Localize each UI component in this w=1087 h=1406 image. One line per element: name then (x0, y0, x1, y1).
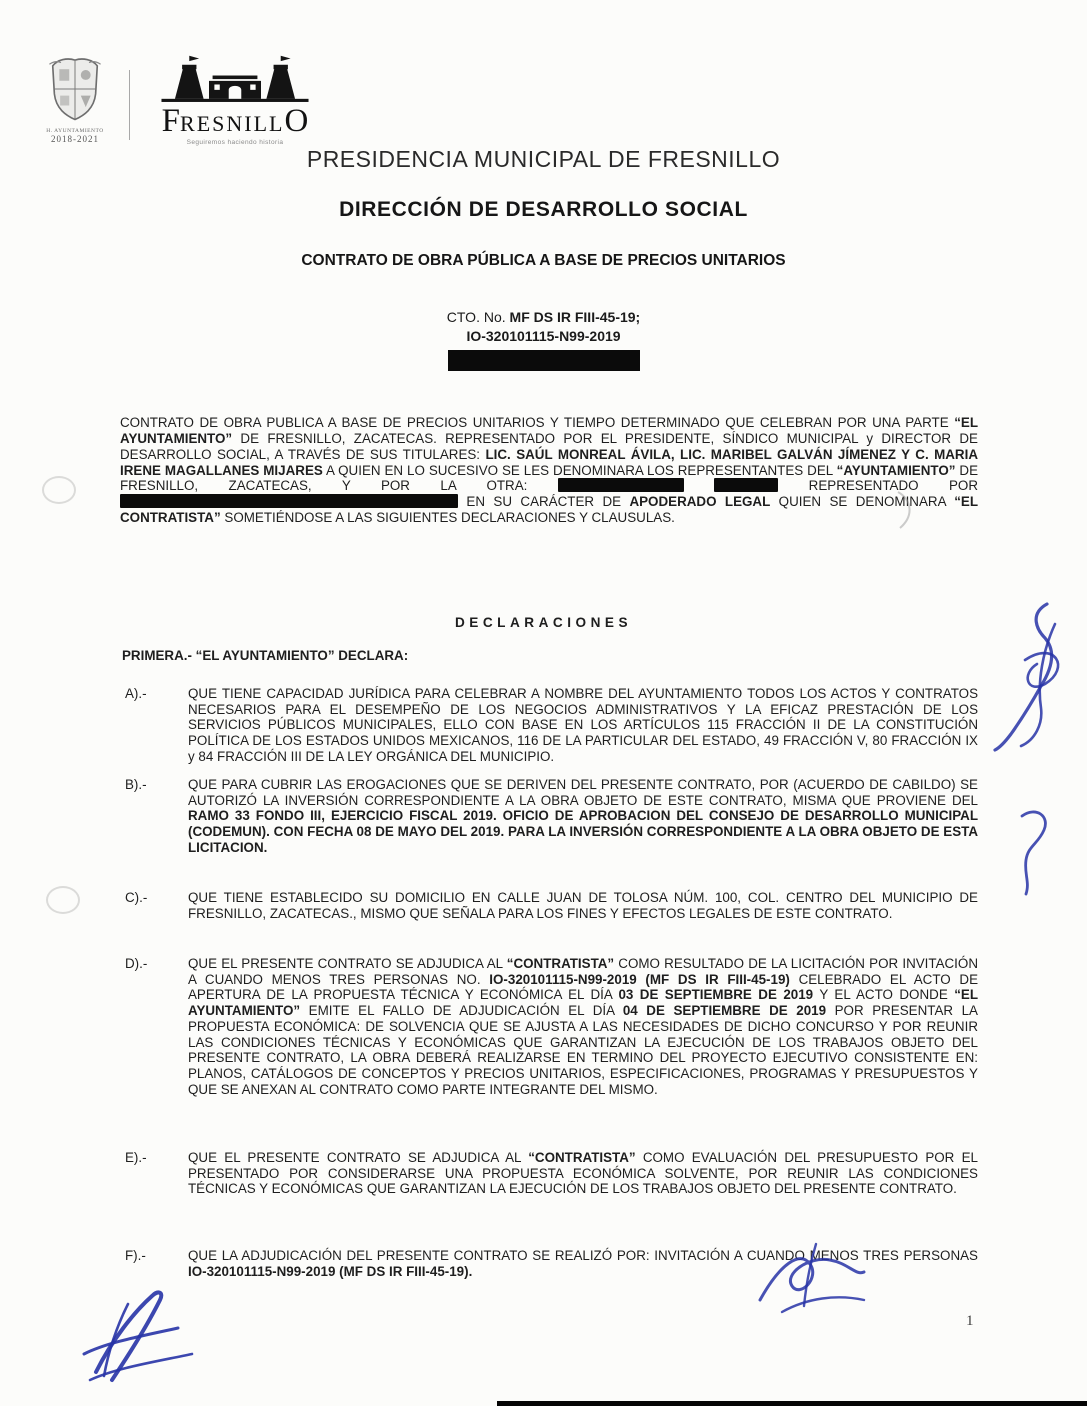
fresnillo-building-icon (151, 54, 319, 106)
coat-caption-line1: H. AYUNTAMIENTO (46, 128, 104, 134)
signature-right-large-icon (985, 598, 1085, 758)
item-label: D).- (125, 956, 148, 971)
item-label: E).- (125, 1150, 147, 1165)
page-number: 1 (966, 1313, 974, 1329)
scan-edge-artifact (497, 1401, 1087, 1406)
cto-number-2: IO-320101115-N99-2019 (466, 328, 621, 344)
coat-of-arms-logo (32, 56, 118, 144)
declaration-item-e (125, 1150, 978, 1197)
item-text: QUE PARA CUBRIR LAS EROGACIONES QUE SE DERIVEN DEL PRESENTE CONTRATO, POR (ACUERDO DE CABILDO) SE AUTORIZÓ LA INVERSIÓN CORRESPONDIENTE A LA OBRA OBJETO DE ESTE CONTRATO, MISMA QUE PROVIENE DEL RAMO 33 FONDO III, EJERCICIO FISCAL 2019. OFICIO DE APROBACION DEL CONSEJO DE DESARROLLO MUNICIPAL (CODEMUN). CON FECHA 08 DE MAYO DEL 2019. PARA LA INVERSIÓN CORRESPONDIENTE A LA OBRA OBJETO DE ESTA LICITACION. (188, 777, 978, 855)
fresnillo-tagline: Seguiremos haciendo historia (186, 139, 284, 146)
contract-type-title: CONTRATO DE OBRA PÚBLICA A BASE DE PRECIOS UNITARIOS (301, 252, 786, 269)
intro-paragraph: CONTRATO DE OBRA PUBLICA A BASE DE PRECIOS UNITARIOS Y TIEMPO DETERMINADO QUE CELEBRAN POR UNA PARTE “EL AYUNTAMIENTO” DE FRESNILLO, ZACATECAS. REPRESENTADO POR EL PRESIDENTE, SÍNDICO MUNICIPAL y DIRECTOR DE DESARROLLO SOCIAL, A TRAVÉS DE SUS TITULARES: LIC. SAÚL MONREAL ÁVILA, LIC. MARIBEL GALVÁN JÍMENEZ Y C. MARIA IRENE MAGALLANES MIJARES A QUIEN EN LO SUCESIVO SE LES DENOMINARA LOS REPRESENTANTES DEL “AYUNTAMIENTO” DE FRESNILLO, ZACATECAS, Y POR LA OTRA: REPRESENTADO POR EN SU CARÁCTER DE APODERADO LEGAL QUIEN SE DENOMINARA “EL CONTRATISTA” SOMETIÉNDOSE A LAS SIGUIENTES DECLARACIONES Y CLAUSULAS. (120, 415, 978, 525)
declaration-item-a (125, 686, 978, 765)
signature-right-small-icon (1010, 802, 1060, 902)
declaration-item-d (125, 956, 978, 1097)
wordmark-middle: RESNILL (180, 111, 285, 136)
item-text: QUE LA ADJUDICACIÓN DEL PRESENTE CONTRATO SE REALIZÓ POR: INVITACIÓN A CUANDO MENOS TRES PERSONAS IO-320101115-N99-2019 (MF DS IR FIII-45-19). (188, 1248, 978, 1279)
primera-heading: PRIMERA.- “EL AYUNTAMIENTO” DECLARA: (122, 648, 409, 663)
page-title: PRESIDENCIA MUNICIPAL DE FRESNILLO (306, 146, 781, 172)
fresnillo-wordmark (140, 105, 330, 138)
item-label: B).- (125, 777, 147, 792)
wordmark-final: O (284, 103, 309, 139)
page-curl-mark (894, 490, 920, 530)
scan-hole-artifact (46, 886, 80, 914)
item-text: QUE EL PRESENTE CONTRATO SE ADJUDICA AL “CONTRATISTA” COMO EVALUACIÓN DEL PRESUPUESTO POR EL PRESENTADO POR CONSIDERARSE UNA PROPUESTA ECONÓMICA SOLVENTE, POR REUNIR LAS CONDICIONES TÉCNICAS Y ECONÓMICAS QUE GARANTIZAN LA EJECUCIÓN DE LOS TRABAJOS OBJETO DEL PRESENTE CONTRATO. (188, 1150, 978, 1197)
item-text: QUE TIENE CAPACIDAD JURÍDICA PARA CELEBRAR A NOMBRE DEL AYUNTAMIENTO TODOS LOS ACTOS Y CONTRATOS NECESARIOS PARA EL DESEMPEÑO DE LOS NEGOCIOS ADMINISTRATIVOS Y LA EFICAZ PRESTACIÓN DE LOS SERVICIOS PÚBLICOS MUNICIPALES, ELLO CON BASE EN LOS ARTÍCULOS 115 FRACCIÓN II DE LA CONSTITUCIÓN POLÍTICA DE LOS ESTADOS UNIDOS MEXICANOS, 116 DE LA PARTICULAR DEL ESTADO, 49 FRACCIÓN V, 80 FRACCIÓN IX y 84 FRACCIÓN III DE LA LEY ORGÁNICA DEL MUNICIPIO. (188, 686, 978, 764)
contract-number-block (0, 308, 1087, 371)
cto-line-1 (0, 308, 1087, 327)
declaration-item-b (125, 777, 978, 856)
item-text: QUE EL PRESENTE CONTRATO SE ADJUDICA AL “CONTRATISTA” COMO RESULTADO DE LA LICITACIÓN POR INVITACIÓN A CUANDO MENOS TRES PERSONAS NO. IO-320101115-N99-2019 (MF DS IR FIII-45-19) CELEBRADO EL ACTO DE APERTURA DE LA PROPUESTA TÉCNICA Y ECONÓMICA EL DÍA 03 DE SEPTIEMBRE DE 2019 Y EL ACTO DONDE “EL AYUNTAMIENTO” EMITE EL FALLO DE ADJUDICACIÓN EL DÍA 04 DE SEPTIEMBRE DE 2019 POR PRESENTAR LA PROPUESTA ECONÓMICA: DE SOLVENCIA QUE SE AJUSTA A LAS NECESIDADES DE DICHO CONCURSO Y POR REUNIR LAS CONDICIONES TÉCNICAS Y ECONÓMICAS QUE GARANTIZAN LA EJECUCIÓN DE LOS TRABAJOS OBJETO DEL PRESENTE CONTRATO, LA OBRA DEBERÁ REALIZARSE EN TERMINO DEL PROYECTO EJECUTIVO CONSISTENTE EN: PLANOS, CATÁLOGOS DE CONCEPTOS Y PRECIOS UNITARIOS, ESPECIFICACIONES, PROGRAMAS Y PRESUPUESTOS Y QUE SE ANEXAN AL CONTRATO COMO PARTE INTEGRANTE DEL MISMO. (188, 956, 979, 1097)
signature-bottom-left-icon (68, 1284, 208, 1389)
item-label: C).- (125, 890, 148, 905)
declarations-title: DECLARACIONES (454, 615, 633, 630)
coat-caption-years: 2018-2021 (51, 134, 99, 144)
cto-number: MF DS IR FIII-45-19; (509, 309, 641, 325)
cto-label: CTO. No. (446, 309, 510, 325)
coat-caption (32, 128, 118, 144)
signature-item-f-icon (752, 1234, 872, 1324)
item-text: QUE TIENE ESTABLECIDO SU DOMICILIO EN CALLE JUAN DE TOLOSA NÚM. 100, COL. CENTRO DEL MUNICIPIO DE FRESNILLO, ZACATECAS., MISMO QUE SEÑALA PARA LOS FINES Y EFECTOS LEGALES DE ESTE CONTRATO. (188, 890, 978, 921)
declaration-item-c (125, 890, 978, 921)
item-label: F).- (125, 1248, 146, 1263)
item-label: A).- (125, 686, 147, 701)
scan-hole-artifact (42, 476, 76, 504)
redaction-bar (448, 350, 640, 371)
fresnillo-logo (140, 54, 330, 146)
department-title: DIRECCIÓN DE DESARROLLO SOCIAL (339, 198, 748, 221)
wordmark-initial: F (161, 103, 181, 139)
logo-divider (129, 70, 130, 140)
coat-of-arms-icon (40, 56, 110, 122)
